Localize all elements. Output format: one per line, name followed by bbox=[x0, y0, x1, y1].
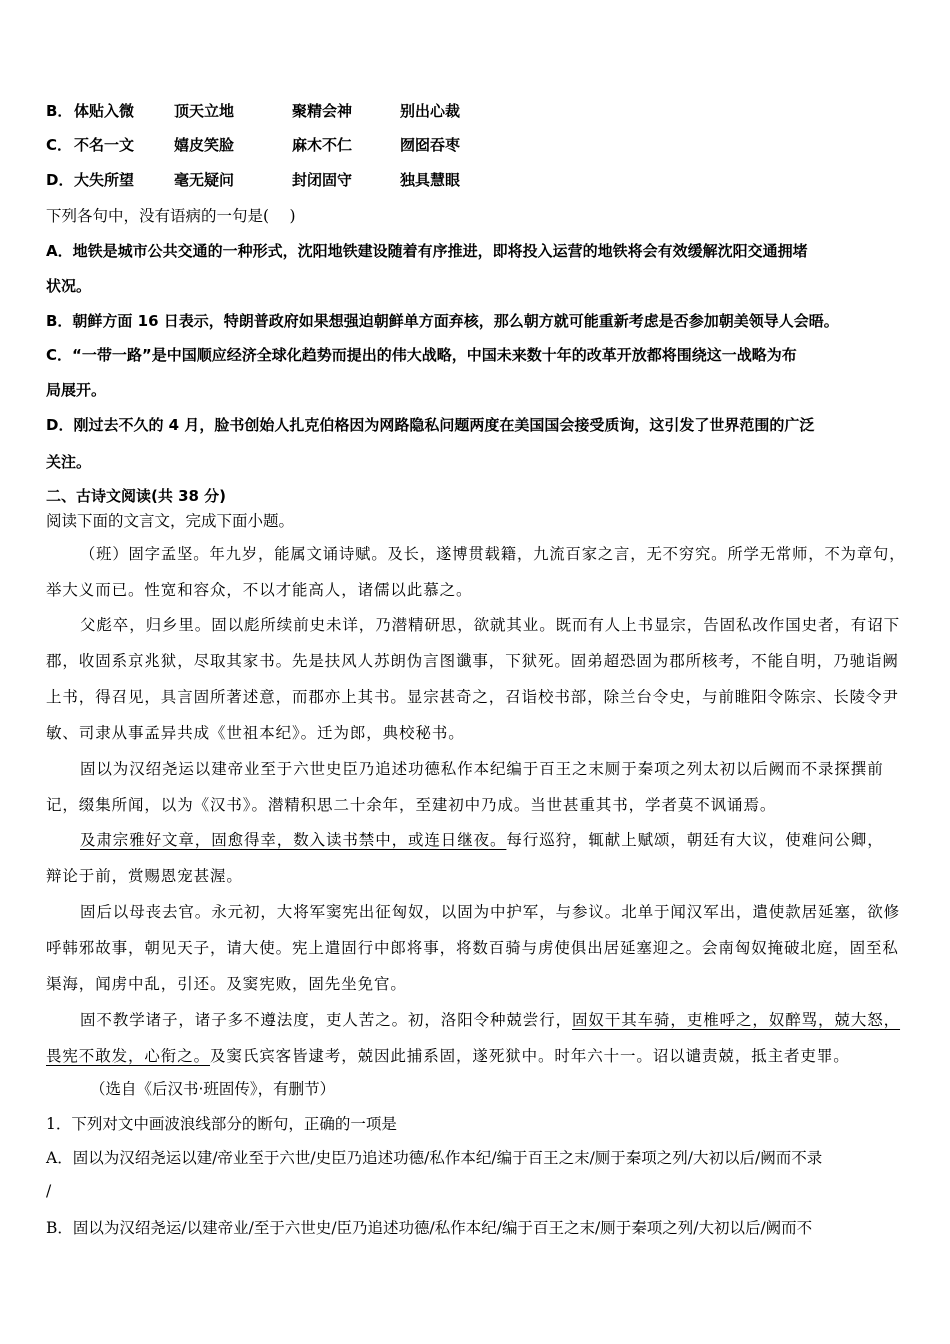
idiom: 毫无疑问 bbox=[174, 171, 235, 189]
passage-p6-line1 bbox=[80, 1008, 900, 1030]
idiom: 独具慧眼 bbox=[400, 171, 461, 189]
option-c-line2: 局展开。 bbox=[46, 381, 107, 399]
passage-text: 固不教学诸子，诸子多不遵法度，吏人苦之。初，洛阳令种兢尝行， bbox=[80, 1011, 573, 1029]
option-d-line2: 关注。 bbox=[46, 453, 92, 471]
option-d-line1: D．刚过去不久的 4 月，脸书创始人扎克伯格因为网路隐私问题两度在美国国会接受质询，这引发了世界范围的广泛 bbox=[46, 416, 815, 434]
passage-p5-line3: 渠海，闻虏中乱，引还。及窦宪败，固先坐免官。 bbox=[46, 975, 407, 993]
idiom-option-c bbox=[46, 134, 460, 155]
idiom: 麻木不仁 bbox=[292, 136, 353, 154]
option-c-line1: C．“一带一路”是中国顺应经济全球化趋势而提出的伟大战略，中国未来数十年的改革开放都将围绕这一战略为布 bbox=[46, 346, 797, 364]
q1-stem: 1．下列对文中画波浪线部分的断句，正确的一项是 bbox=[46, 1115, 397, 1133]
idiom: 不名一文 bbox=[74, 136, 135, 154]
section-instruction: 阅读下面的文言文，完成下面小题。 bbox=[46, 512, 295, 530]
option-letter: C． bbox=[46, 136, 73, 154]
idiom-option-d bbox=[46, 169, 460, 190]
passage-source: （选自《后汉书·班固传》，有删节） bbox=[90, 1080, 336, 1098]
passage-text: 每行巡狩，辄献上赋颂，朝廷有大议，使难问公卿， bbox=[506, 831, 884, 849]
passage-p5-line1: 固后以母丧去官。永元初，大将军窦宪出征匈奴，以固为中护军，与参议。北单于闻汉军出，遣使款居延塞，欲修 bbox=[80, 903, 901, 921]
passage-p2-line4: 敏、司隶从事孟异共成《世祖本纪》。迁为郎，典校秘书。 bbox=[46, 724, 465, 742]
underlined-sentence: 固奴干其车骑，吏椎呼之，奴醉骂，兢大怒， bbox=[572, 1011, 901, 1029]
passage-p1-line2: 举大义而已。性宽和容众，不以才能高人，诸儒以此慕之。 bbox=[46, 581, 473, 599]
idiom: 囫囵吞枣 bbox=[400, 136, 461, 154]
passage-p1-line1: （班）固字孟坚。年九岁，能属文诵诗赋。及长，遂博贯载籍，九流百家之言，无不穷究。所学无常师，不为章句， bbox=[80, 545, 906, 563]
idiom: 顶天立地 bbox=[174, 102, 235, 120]
idiom: 体贴入微 bbox=[74, 102, 135, 120]
q1-option-a-line2: / bbox=[46, 1182, 52, 1200]
idiom: 别出心裁 bbox=[400, 102, 461, 120]
idiom: 嬉皮笑脸 bbox=[174, 136, 235, 154]
passage-p6-line2 bbox=[46, 1044, 850, 1066]
idiom: 封闭固守 bbox=[292, 171, 353, 189]
idiom-option-b bbox=[46, 100, 460, 121]
passage-p2-line2: 郡，收固系京兆狱，尽取其家书。先是扶风人苏朗伪言图谶事，下狱死。固弟超恐固为郡所核考，不能自明，乃驰诣阙 bbox=[46, 652, 899, 670]
passage-text: 及窦氏宾客皆逮考，兢因此捕系固，遂死狱中。时年六十一。诏以谴责兢，抵主者吏罪。 bbox=[210, 1047, 850, 1065]
passage-p3-line2: 记，缀集所闻，以为《汉书》。潜精积思二十余年，至建初中乃成。当世甚重其书，学者莫不讽诵焉。 bbox=[46, 796, 777, 814]
passage-p4-line1 bbox=[80, 828, 884, 850]
passage-p2-line1: 父彪卒，归乡里。固以彪所续前史未详，乃潜精研思，欲就其业。既而有人上书显宗，告固私改作国史者，有诏下 bbox=[80, 616, 901, 634]
idiom: 聚精会神 bbox=[292, 102, 353, 120]
option-letter: D． bbox=[46, 171, 74, 189]
section-heading: 二、古诗文阅读(共 38 分) bbox=[46, 487, 227, 505]
underlined-sentence: 畏宪不敢发，心衔之。 bbox=[46, 1047, 211, 1065]
option-letter: B． bbox=[46, 102, 73, 120]
question-stem: 下列各句中，没有语病的一句是( ) bbox=[46, 207, 296, 225]
passage-p4-line2: 辩论于前，赏赐恩宠甚渥。 bbox=[46, 867, 243, 885]
passage-p2-line3: 上书，得召见，具言固所著述意，而郡亦上其书。显宗甚奇之，召诣校书部，除兰台令史，与前睢阳令陈宗、长陵令尹 bbox=[46, 688, 899, 706]
q1-option-a-line1: A．固以为汉绍尧运以建/帝业至于六世/史臣乃追述功德/私作本纪/编于百王之末/厕于秦项之列/大初以后/阙而不录 bbox=[46, 1149, 823, 1167]
option-a-line1: A．地铁是城市公共交通的一种形式，沈阳地铁建设随着有序推进，即将投入运营的地铁将会有效缓解沈阳交通拥堵 bbox=[46, 242, 808, 260]
underlined-sentence: 及肃宗雅好文章，固愈得幸，数入读书禁中，或连日继夜。 bbox=[80, 831, 507, 849]
idiom: 大失所望 bbox=[74, 171, 135, 189]
q1-option-b-line1: B．固以为汉绍尧运/以建帝业/至于六世史/臣乃追述功德/私作本纪/编于百王之末/厕于秦项之列/大初以后/阙而不 bbox=[46, 1219, 813, 1237]
passage-p5-line2: 呼韩邪故事，朝见天子，请大使。宪上遣固行中郎将事，将数百骑与虏使俱出居延塞迎之。会南匈奴掩破北庭，固至私 bbox=[46, 939, 899, 957]
option-b-line1: B．朝鲜方面 16 日表示，特朗普政府如果想强迫朝鲜单方面弃核，那么朝方就可能重新考虑是否参加朝美领导人会晤。 bbox=[46, 312, 839, 330]
passage-p3-line1-wavy: 固以为汉绍尧运以建帝业至于六世史臣乃追述功德私作本纪编于百王之末厕于秦项之列太初以后阙而不录探撰前 bbox=[80, 760, 884, 778]
option-a-line2: 状况。 bbox=[46, 277, 92, 295]
